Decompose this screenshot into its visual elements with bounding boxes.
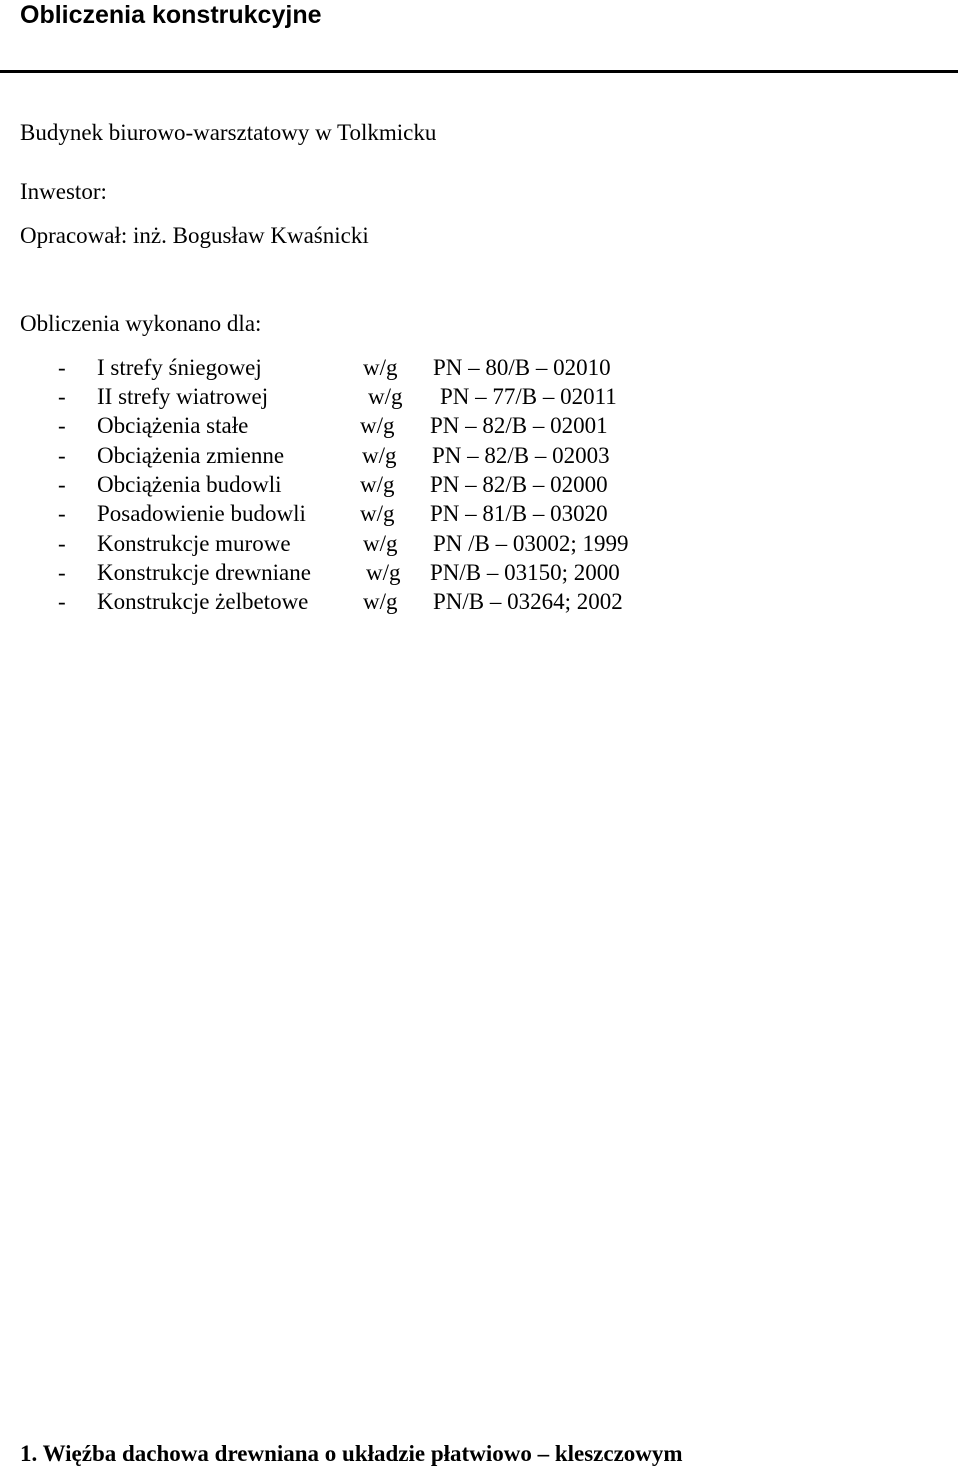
norm-according-to: w/g [360,472,395,497]
norm-label: Posadowienie budowli [97,501,306,526]
norm-standard: PN – 82/B – 02003 [432,443,610,468]
header-divider [0,70,958,73]
norm-according-to: w/g [360,413,395,438]
norms-intro: Obliczenia wykonano dla: [20,311,262,336]
list-bullet: - [58,560,66,585]
norm-label: Obciążenia stałe [97,413,249,438]
list-item [0,471,960,499]
norm-standard: PN/B – 03264; 2002 [433,589,623,614]
norm-standard: PN – 82/B – 02000 [430,472,608,497]
norm-label: I strefy śniegowej [97,355,262,380]
list-item [0,530,960,558]
investor-label: Inwestor: [20,179,107,204]
norm-standard: PN – 81/B – 03020 [430,501,608,526]
norm-label: II strefy wiatrowej [97,384,269,409]
list-item [0,559,960,587]
norm-according-to: w/g [360,501,395,526]
norm-standard: PN – 80/B – 02010 [433,355,611,380]
list-bullet: - [58,413,66,438]
norm-standard: PN – 77/B – 02011 [440,384,617,409]
list-item [0,354,960,382]
norm-standard: PN – 82/B – 02001 [430,413,608,438]
norm-label: Konstrukcje drewniane [97,560,311,585]
norm-standard: PN/B – 03150; 2000 [430,560,620,585]
list-item [0,442,960,470]
author-line: Opracował: inż. Bogusław Kwaśnicki [20,223,369,248]
norm-according-to: w/g [366,560,401,585]
norm-according-to: w/g [363,589,398,614]
list-bullet: - [58,589,66,614]
norm-label: Obciążenia zmienne [97,443,285,468]
list-item [0,412,960,440]
list-bullet: - [58,531,66,556]
list-bullet: - [58,355,66,380]
page-title: Obliczenia konstrukcyjne [20,1,322,29]
list-bullet: - [58,384,66,409]
norm-label: Konstrukcje żelbetowe [97,589,309,614]
norm-according-to: w/g [362,443,397,468]
section-heading: 1. Więźba dachowa drewniana o układzie płatwiowo – kleszczowym [20,1441,683,1466]
list-item [0,588,960,616]
norm-label: Konstrukcje murowe [97,531,291,556]
norm-according-to: w/g [363,531,398,556]
norm-according-to: w/g [363,355,398,380]
norm-according-to: w/g [368,384,403,409]
list-bullet: - [58,472,66,497]
list-item [0,383,960,411]
list-bullet: - [58,443,66,468]
building-name: Budynek biurowo-warsztatowy w Tolkmicku [20,120,437,145]
norm-standard: PN /B – 03002; 1999 [433,531,629,556]
list-bullet: - [58,501,66,526]
norm-label: Obciążenia budowli [97,472,282,497]
list-item [0,500,960,528]
